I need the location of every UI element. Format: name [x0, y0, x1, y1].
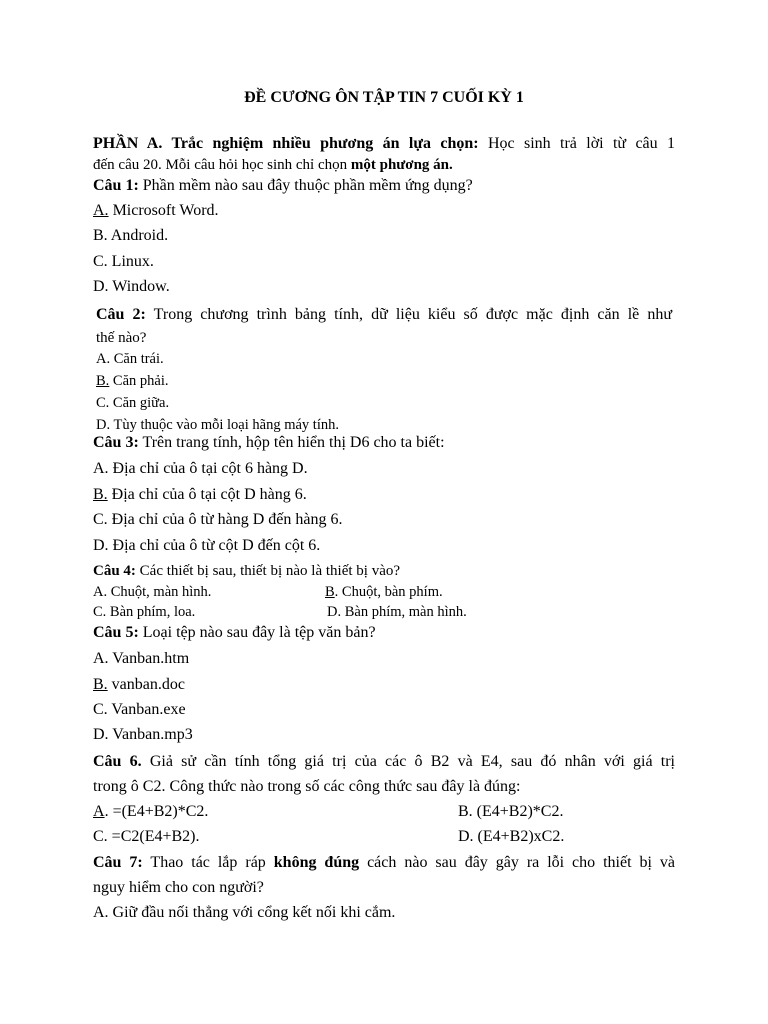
- q2-b-text: Căn phải.: [109, 373, 169, 389]
- q3-question: [93, 433, 445, 453]
- q6-text-1: Giả sử cần tính tổng giá trị của các ô B2 và E4, sau đó nhân với giá trị: [141, 753, 676, 770]
- q1-label: Câu 1:: [93, 177, 139, 194]
- q4-b-letter: B: [325, 584, 335, 600]
- part-a-intro-2a: đến câu 20. Mỗi câu hỏi học sinh chỉ chọn: [93, 157, 351, 173]
- q7-text-1c: cách nào sau đây gây ra lỗi cho thiết bị và: [359, 854, 676, 871]
- q4-question: [93, 561, 400, 581]
- q5-question: [93, 623, 376, 643]
- q1-question: [93, 176, 473, 196]
- q7-text-1a: Thao tác lắp ráp: [142, 854, 274, 871]
- q3-option-c: C. Địa chỉ của ô từ hàng D đến hàng 6.: [93, 511, 343, 528]
- q2-option-b: [96, 371, 169, 391]
- q4-option-d: D. Bàn phím, màn hình.: [327, 604, 467, 620]
- q1-option-c: C. Linux.: [93, 253, 154, 270]
- q1-text: Phần mềm nào sau đây thuộc phần mềm ứng dụng?: [138, 177, 473, 194]
- q5-option-a: A. Vanban.htm: [93, 650, 190, 667]
- q4-option-a: A. Chuột, màn hình.: [93, 584, 212, 600]
- q2-text-1: Trong chương trình bảng tính, dữ liệu kiểu số được mặc định căn lề như: [145, 306, 673, 323]
- q7-option-a: A. Giữ đầu nối thẳng với cổng kết nối khi cắm.: [93, 904, 396, 921]
- q7-label: Câu 7:: [93, 854, 143, 871]
- q1-option-a: [93, 201, 219, 221]
- q3-option-a: A. Địa chỉ của ô tại cột 6 hàng D.: [93, 460, 308, 477]
- q2-option-a: A. Căn trái.: [96, 351, 164, 367]
- q5-text: Loại tệp nào sau đây là tệp văn bản?: [138, 624, 376, 641]
- part-a-intro-line-2: [93, 155, 453, 175]
- part-a-intro-2b: một phương án.: [350, 157, 453, 173]
- q1-a-text: Microsoft Word.: [108, 202, 219, 219]
- q7-question-line-1: [93, 853, 675, 873]
- part-a-heading: PHẦN A. Trắc nghiệm nhiều phương án lựa chọn:: [93, 135, 479, 152]
- q6-label: Câu 6.: [93, 753, 142, 770]
- q2-b-letter: B.: [96, 373, 110, 389]
- q6-option-d: D. (E4+B2)xC2.: [458, 828, 565, 845]
- q6-option-b: B. (E4+B2)*C2.: [458, 803, 564, 820]
- q3-label: Câu 3:: [93, 434, 139, 451]
- q5-option-c: C. Vanban.exe: [93, 701, 186, 718]
- q2-question-line-2: thế nào?: [96, 330, 147, 346]
- q6-question-line-2: trong ô C2. Công thức nào trong số các công thức sau đây là đúng:: [93, 778, 521, 795]
- q4-text: Các thiết bị sau, thiết bị nào là thiết bị vào?: [135, 563, 401, 579]
- q2-option-c: C. Căn giữa.: [96, 395, 170, 411]
- q4-b-text: . Chuột, bàn phím.: [334, 584, 443, 600]
- q2-question-line-1: [96, 305, 672, 325]
- q3-option-b: [93, 485, 307, 505]
- q7-question-line-2: nguy hiểm cho con người?: [93, 879, 264, 896]
- q1-option-d: D. Window.: [93, 278, 170, 295]
- q5-option-d: D. Vanban.mp3: [93, 726, 193, 743]
- q4-option-b: [325, 582, 443, 602]
- document-title: ĐỀ CƯƠNG ÔN TẬP TIN 7 CUỐI KỲ 1: [244, 89, 524, 106]
- q6-option-c: C. =C2(E4+B2).: [93, 828, 200, 845]
- q2-option-d: D. Tùy thuộc vào mỗi loại hãng máy tính.: [96, 417, 339, 433]
- q2-label: Câu 2:: [96, 306, 146, 323]
- q3-b-text: Địa chỉ của ô tại cột D hàng 6.: [107, 486, 307, 503]
- q7-text-1b: không đúng: [273, 854, 360, 871]
- q6-a-letter: A: [93, 803, 105, 820]
- q5-option-b: [93, 675, 185, 695]
- part-a-intro-1: Học sinh trả lời từ câu 1: [478, 135, 676, 152]
- q3-text: Trên trang tính, hộp tên hiển thị D6 cho ta biết:: [138, 434, 445, 451]
- q3-b-letter: B.: [93, 486, 108, 503]
- part-a-intro-line-1: [93, 134, 675, 154]
- q5-label: Câu 5:: [93, 624, 139, 641]
- q1-option-b: B. Android.: [93, 227, 169, 244]
- q4-option-c: C. Bàn phím, loa.: [93, 604, 196, 620]
- q6-a-text: . =(E4+B2)*C2.: [104, 803, 209, 820]
- q6-option-a: [93, 802, 208, 822]
- q5-b-letter: B.: [93, 676, 108, 693]
- q4-label: Câu 4:: [93, 563, 136, 579]
- q3-option-d: D. Địa chỉ của ô từ cột D đến cột 6.: [93, 537, 321, 554]
- q5-b-text: vanban.doc: [107, 676, 185, 693]
- q6-question-line-1: [93, 752, 675, 772]
- q1-a-letter: A.: [93, 202, 109, 219]
